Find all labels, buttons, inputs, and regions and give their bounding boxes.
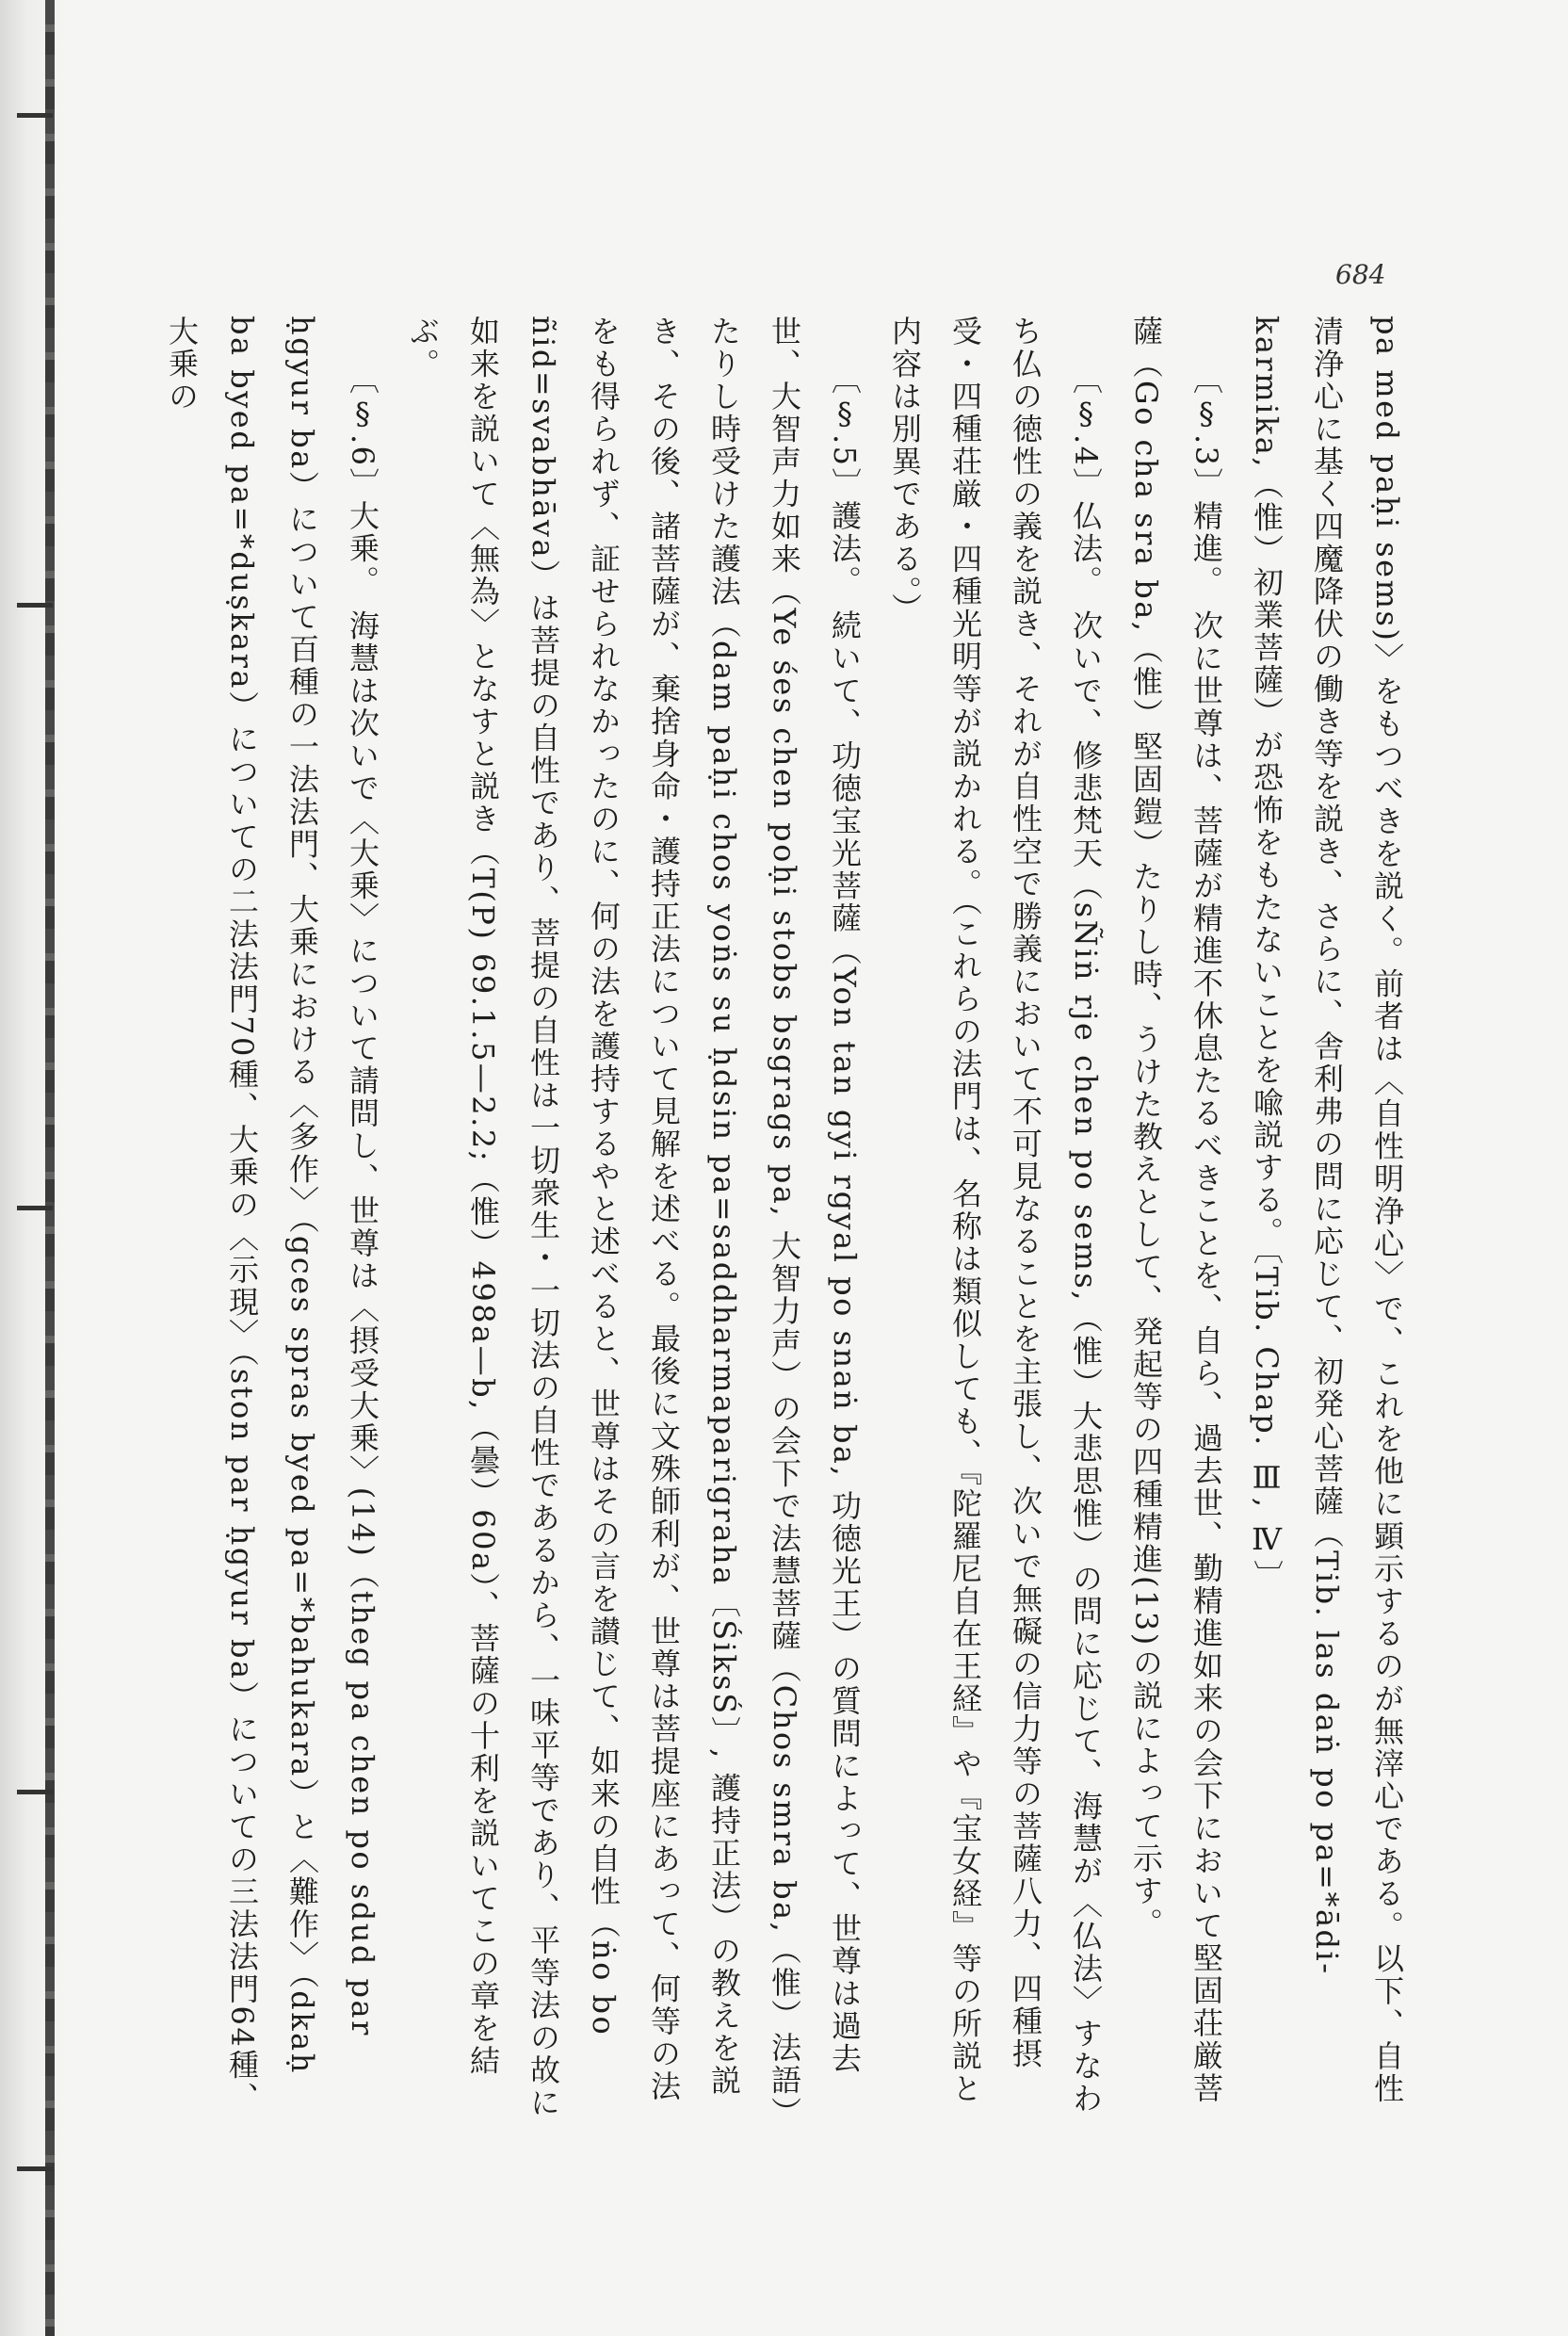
page-number: 684 — [1335, 259, 1386, 290]
book-spine-edge — [45, 0, 55, 2336]
page-binding-shadow — [0, 0, 66, 2336]
paragraph-section-3: 〔§.3〕精進。 次に世尊は、菩薩が精進不休息たるべきことを、自ら、過去世、勤精進如来の会下において堅固荘厳菩薩（Go cha sra ba,（惟）堅固鎧）たりし時、うけた教えとして、発起等の四種精進(13)の説によって示す。 — [1128, 316, 1224, 2105]
paragraph-section-5: 〔§.5〕護法。 続いて、功徳宝光菩薩（Yon tan gyi rgyal po snaṅ ba, 功徳光王）の質問によって、世尊は過去世、大智声力如来（Ye śes chen poḥi stobs bsgrags pa, 大智力声）の会下で法慧菩薩（Chos smra ba,（惟）法語）たりし時受けた護法（dam paḥi chos yoṅs su ḥdsin pa=saddharmaparigraha〔ŚiksŚ〕, 護持正法）の教えを説き、その後、諸菩薩が、棄捨身命・護持正法について見解を述べる。最後に文殊師利が、世尊は菩提座にあって、何等の法をも得られず、証せられなかったのに、何の法を護持するやと述べると、世尊はその言を讃じて、如来の自性（ṅo bo ñid=svabhāva）は菩提の自性であり、菩提の自性は一切衆生・一切法の自性であるから、一味平等であり、平等法の故に如来を説いて〈無為〉となすと説き（T(P) 69.1.5—2.2;（惟）498a—b,（曇）60a）、菩薩の十利を説いてこの章を結ぶ。 — [405, 316, 863, 2120]
spine-mark — [17, 1206, 53, 1210]
spine-mark — [17, 1790, 53, 1794]
spine-mark — [17, 113, 53, 118]
paragraph-section-4: 〔§.4〕仏法。 次いで、修悲梵天（sÑiṅ rje chen po sems,（惟）大悲思惟）の問に応じて、海慧が〈仏法〉すなわち仏の徳性の義を説き、それが自性空で勝義において不可見なることを主張し、次いで無礙の信力等の菩薩八力、四種摂受・四種荘厳・四種光明等が説かれる。（これらの法門は、名称は類似しても、『陀羅尼自在王経』や『宝女経』等の所説と内容は別異である。） — [887, 316, 1104, 2116]
spine-mark — [17, 603, 53, 608]
paragraph-section-6: 〔§.6〕大乗。 海慧は次いで〈大乗〉について請問し、世尊は〈摂受大乗〉(14)（theg pa chen po sdud par ḥgyur ba）について百種の一法法門、大乗における〈多作〉（gces spras byed pa=*bahukara）と〈難作〉（dkaḥ ba byed pa=*duṣkara）についての二法法門70種、大乗の〈示現〉（ston par ḥgyur ba）についての三法法門64種、大乗の — [164, 316, 380, 2115]
paragraph-intro: pa med paḥi sems)〉をもつべきを説く。前者は〈自性明浄心〉で、これを他に顕示するのが無滓心である。以下、自性清浄心に基く四魔降伏の働き等を説き、さらに、舎利弗の問に応じて、初発心菩薩（Tib. las daṅ po pa=*ādi-karmika,（惟）初業菩薩）が恐怖をもたないことを喩説する。〔Tib. Chap. Ⅲ, Ⅳ〕 — [1249, 316, 1405, 2105]
spine-mark — [17, 2166, 53, 2171]
vertical-text-body — [164, 316, 1417, 2124]
